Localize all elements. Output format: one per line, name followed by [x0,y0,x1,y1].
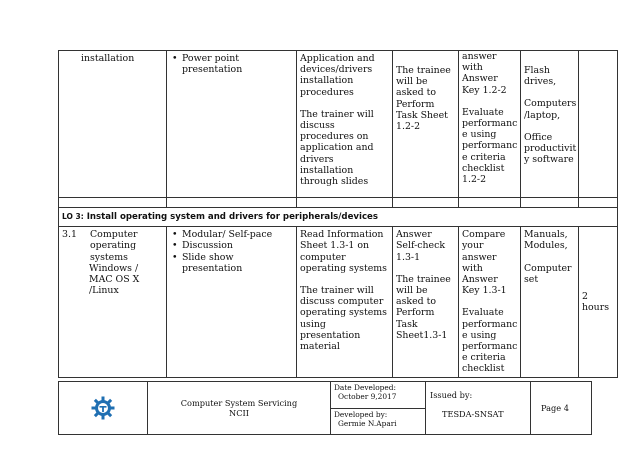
practice-cell [393,51,459,198]
time-text: 2 hours [582,290,610,313]
feedback-text: answer with Answer Key 1.2-2 [462,51,507,96]
lo-heading-row [59,208,618,227]
lo-prefix: LO 3: [62,212,84,221]
feedback-text: Evaluate performanc e using performanc e criteria checklist 1.2-2 [462,106,518,186]
resources-text: Manuals, Modules, [524,229,568,252]
document-footer [58,381,592,435]
issued-value: TESDA-SNSAT [442,409,504,419]
program-level: NCII [229,408,249,418]
list-item: • Modular/ Self-pace [170,229,293,240]
list-item: • Discussion [170,240,293,251]
feedback-text: Compare your answer with Answer Key 1.3-1 [462,229,507,297]
page-number-cell [531,382,593,434]
date-label: Date Developed: [334,383,397,392]
table-row [59,198,618,208]
resources-text: Flash drives, [524,65,557,88]
issued-by-cell [426,382,531,434]
tesda-gear-logo-icon [90,395,116,421]
content-number: 3.1 [62,229,77,241]
page-number: Page 4 [541,403,569,413]
list-item: • Power point presentation [170,53,293,75]
resources-text: Computers /laptop, [524,98,577,121]
date-value: October 9,2017 [338,391,397,401]
resources-cell [521,51,579,198]
methods-cell [167,227,297,377]
content-cell [59,227,167,377]
feedback-cell [459,227,521,377]
content-text: installation [81,53,135,64]
program-title: Computer System Servicing [180,398,298,408]
time-cell [579,51,618,198]
table-row [59,51,618,198]
content-item: /Linux [89,285,119,297]
presentation-text: The trainer will discuss computer operating systems using presentation material [300,285,387,353]
lo-heading-cell [59,208,618,227]
resources-text: Computer set [524,262,572,285]
development-info-cell [331,382,426,434]
logo-cell [59,382,148,434]
presentation-text: The trainer will discuss procedures on application and drivers installation through slides [300,108,374,188]
developed-by [331,409,425,436]
content-item: Windows / [89,262,139,274]
practice-text: Answer Self-check 1.3-1 [396,229,446,263]
methods-cell [167,51,297,198]
practice-cell [393,227,459,377]
practice-text: The trainee will be asked to Perform Task Sheet 1.2-2 [396,65,451,133]
practice-text: The trainee will be asked to Perform Task Sheet1.3-1 [396,273,451,341]
developer-label: Developed by: [334,410,388,419]
feedback-text: Evaluate performanc e using performanc e criteria checklist [462,307,518,375]
content-item: MAC OS X [89,274,140,286]
developer-value: Germie N.Apari [338,418,397,428]
table-row [59,227,618,377]
feedback-cell [459,51,521,198]
presentation-text: Application and devices/drivers installation procedures [300,53,375,98]
session-plan-table [58,50,618,378]
issued-label: Issued by: [430,390,473,400]
lo-title: Install operating system and drivers for peripherals/devices [86,212,378,222]
time-cell [579,227,618,377]
presentation-text: Read Information Sheet 1.3-1 on computer operating systems [300,229,387,274]
presentation-cell [297,227,393,377]
date-developed [331,382,425,409]
resources-cell [521,227,579,377]
content-cell [59,51,167,198]
content-title: Computer operating systems [90,229,138,263]
resources-text: Office productivit y software [524,131,577,166]
list-item: • Slide show presentation [170,252,293,274]
program-title-cell [148,382,331,434]
presentation-cell [297,51,393,198]
